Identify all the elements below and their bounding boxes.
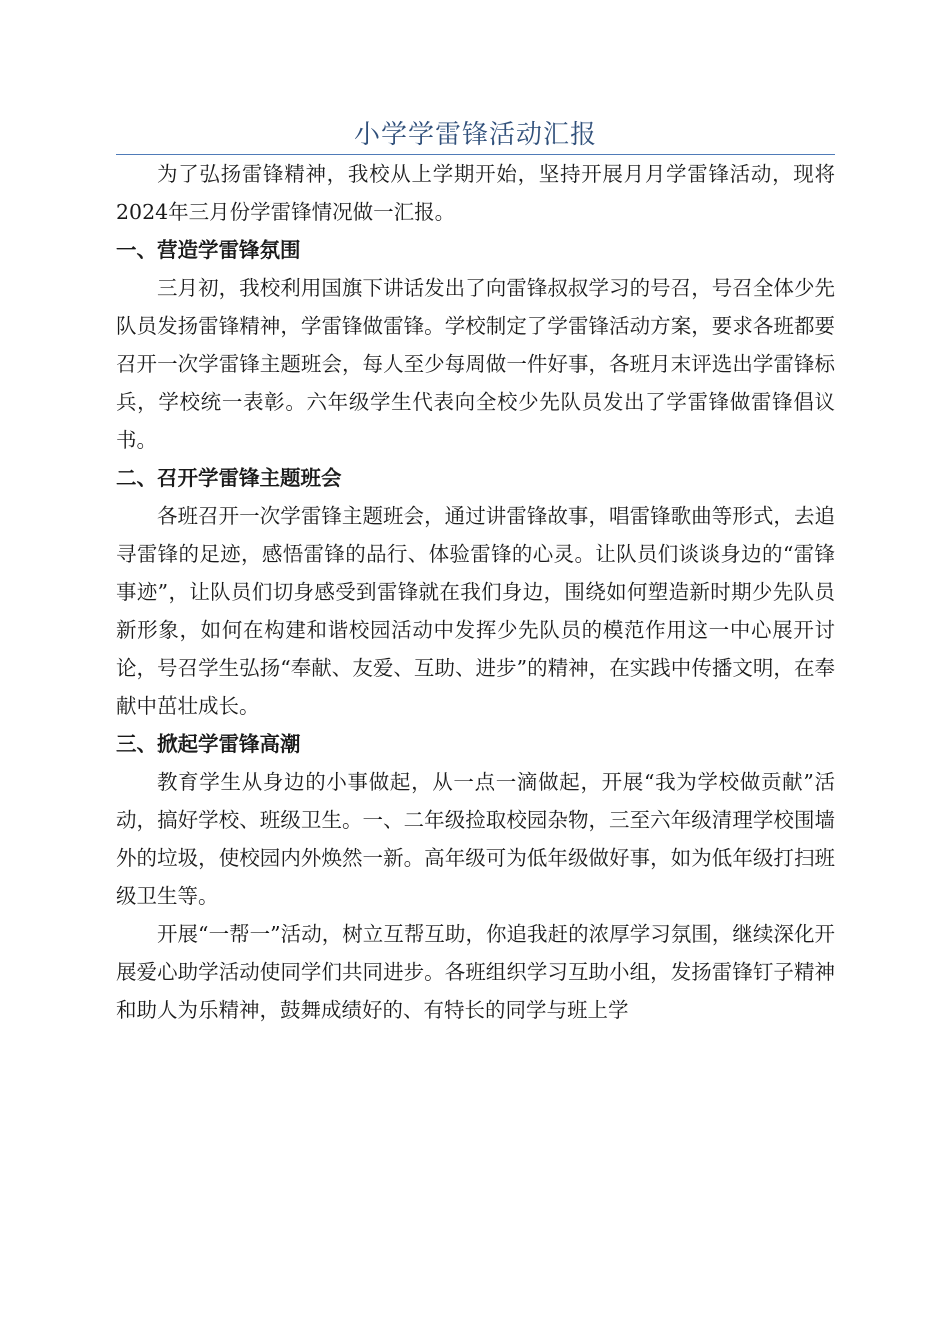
section-3-heading: 三、掀起学雷锋高潮: [116, 732, 301, 756]
section-1-heading: 一、营造学雷锋氛围: [116, 238, 301, 262]
section-2-paragraph-1: 各班召开一次学雷锋主题班会，通过讲雷锋故事，唱雷锋歌曲等形式，去追寻雷锋的足迹，感悟雷锋的品行、体验雷锋的心灵。让队员们谈谈身边的“雷锋事迹”，让队员们切身感受到雷锋就在我们身边，围绕如何塑造新时期少先队员新形象，如何在构建和谐校园活动中发挥少先队员的模范作用这一中心展开讨论，号召学生弘扬“奉献、友爱、互助、进步”的精神，在实践中传播文明，在奉献中茁壮成长。: [116, 504, 835, 718]
section-3-paragraph-1: 教育学生从身边的小事做起，从一点一滴做起，开展“我为学校做贡献”活动，搞好学校、班级卫生。一、二年级捡取校园杂物，三至六年级清理学校围墙外的垃圾，使校园内外焕然一新。高年级可为低年级做好事，如为低年级打扫班级卫生等。: [116, 770, 835, 908]
section-1-paragraph-1: 三月初，我校利用国旗下讲话发出了向雷锋叔叔学习的号召，号召全体少先队员发扬雷锋精神，学雷锋做雷锋。学校制定了学雷锋活动方案，要求各班都要召开一次学雷锋主题班会，每人至少每周做一件好事，各班月末评选出学雷锋标兵，学校统一表彰。六年级学生代表向全校少先队员发出了学雷锋做雷锋倡议书。: [116, 276, 835, 452]
document-title: 小学学雷锋活动汇报: [353, 120, 597, 150]
document-page: [116, 0, 835, 1029]
section-2-heading: 二、召开学雷锋主题班会: [116, 466, 342, 490]
intro-paragraph: 为了弘扬雷锋精神，我校从上学期开始，坚持开展月月学雷锋活动，现将2024年三月份学雷锋情况做一汇报。: [116, 162, 835, 224]
section-3-paragraph-2: 开展“一帮一”活动，树立互帮互助，你追我赶的浓厚学习氛围，继续深化开展爱心助学活动使同学们共同进步。各班组织学习互助小组，发扬雷锋钉子精神和助人为乐精神，鼓舞成绩好的、有特长的同学与班上学: [116, 922, 835, 1022]
